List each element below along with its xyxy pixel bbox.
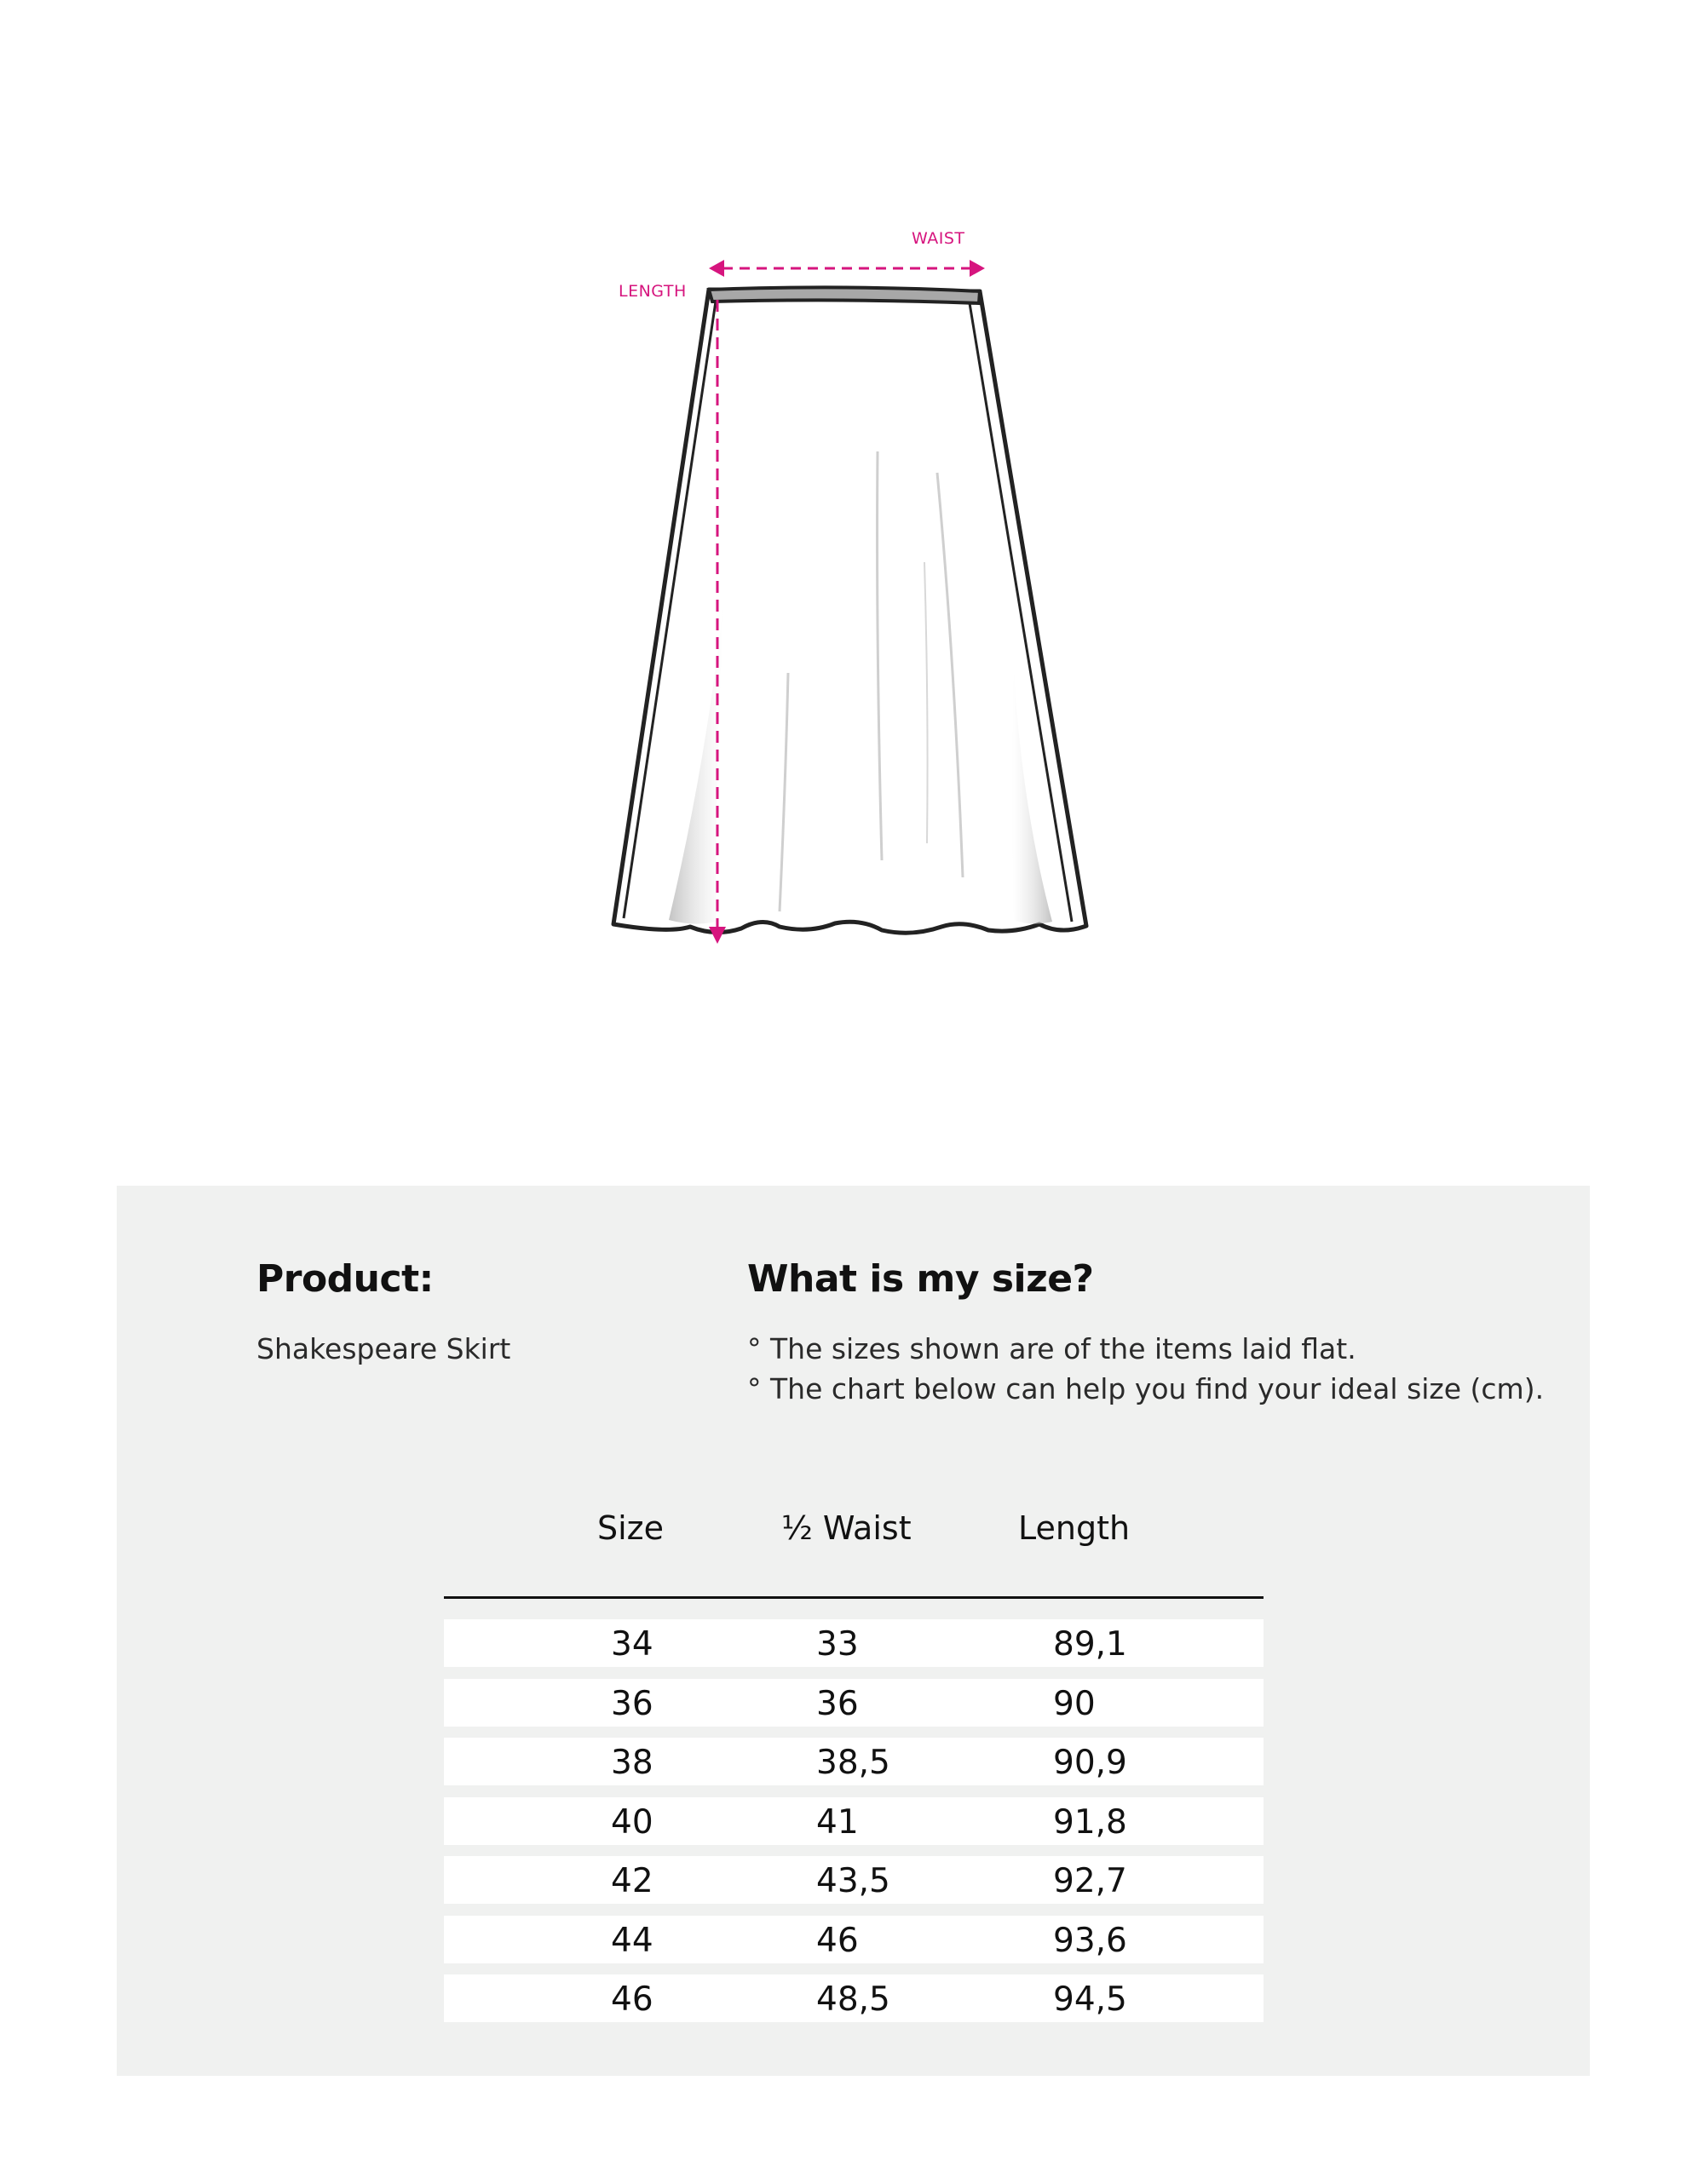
cell-length: 92,7	[1053, 1862, 1127, 1900]
cell-size: 42	[611, 1862, 653, 1900]
column-header-length: Length	[1018, 1509, 1131, 1547]
skirt-illustration	[588, 230, 1116, 963]
size-note-laid-flat: ° The sizes shown are of the items laid flat.	[747, 1332, 1356, 1365]
cell-half-waist: 46	[816, 1921, 859, 1960]
cell-size: 40	[611, 1802, 653, 1842]
column-header-size: Size	[597, 1509, 665, 1547]
cell-size: 46	[611, 1980, 653, 2019]
skirt-diagram	[588, 230, 1116, 963]
cell-half-waist: 38,5	[816, 1744, 890, 1782]
size-note-chart-help: ° The chart below can help you find your ideal size (cm).	[747, 1372, 1545, 1405]
table-row	[444, 1916, 1264, 1963]
cell-length: 93,6	[1053, 1921, 1127, 1960]
table-row	[444, 1619, 1264, 1667]
cell-size: 36	[611, 1684, 653, 1723]
size-info-panel	[117, 1186, 1590, 2076]
cell-half-waist: 43,5	[816, 1862, 890, 1900]
cell-half-waist: 41	[816, 1802, 859, 1842]
table-header	[444, 1509, 1264, 1571]
size-help-heading: What is my size?	[747, 1257, 1094, 1301]
table-row	[444, 1679, 1264, 1727]
cell-size: 44	[611, 1921, 653, 1960]
product-name: Shakespeare Skirt	[256, 1332, 511, 1365]
cell-length: 89,1	[1053, 1625, 1127, 1664]
cell-size: 38	[611, 1744, 653, 1782]
cell-half-waist: 36	[816, 1684, 859, 1723]
waist-measure-label: WAIST	[912, 229, 965, 248]
table-row	[444, 1738, 1264, 1785]
table-row	[444, 1974, 1264, 2022]
cell-half-waist: 48,5	[816, 1980, 890, 2019]
cell-length: 94,5	[1053, 1980, 1127, 2019]
table-row	[444, 1797, 1264, 1845]
table-body	[444, 1619, 1264, 2034]
column-header-half-waist: ½ Waist	[781, 1509, 912, 1547]
table-row	[444, 1856, 1264, 1904]
header-divider	[444, 1596, 1264, 1599]
product-heading: Product:	[256, 1257, 434, 1301]
cell-length: 91,8	[1053, 1802, 1127, 1842]
length-measure-label: LENGTH	[619, 282, 687, 301]
cell-half-waist: 33	[816, 1625, 859, 1664]
size-chart-table	[444, 1509, 1264, 2019]
cell-length: 90	[1053, 1684, 1096, 1723]
cell-size: 34	[611, 1625, 653, 1664]
cell-length: 90,9	[1053, 1744, 1127, 1782]
